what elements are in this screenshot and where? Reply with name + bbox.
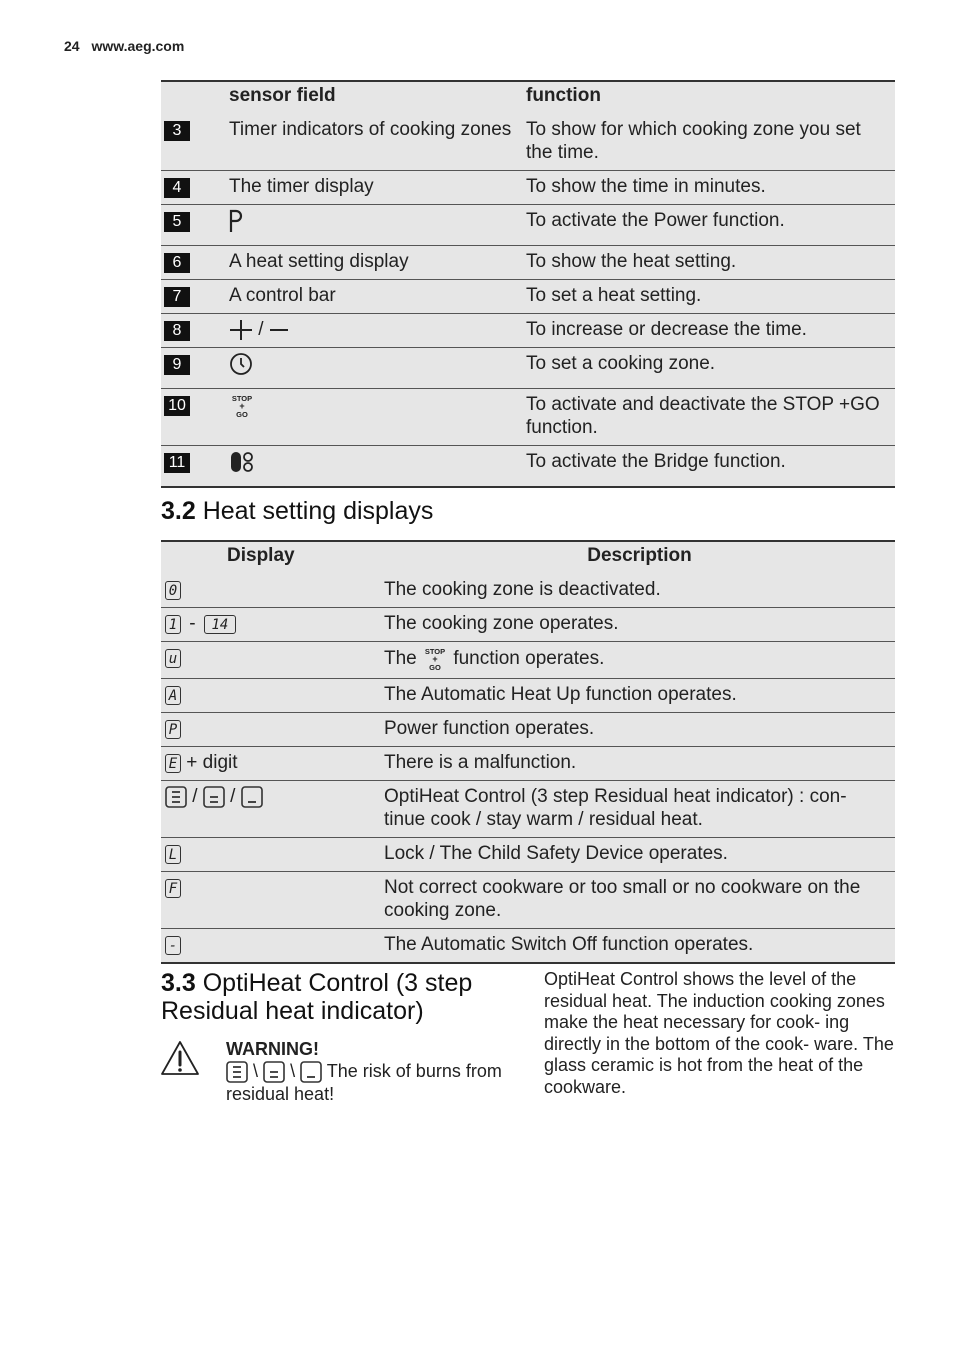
separator: / — [192, 786, 198, 807]
function-cell: To set a cooking zone. — [526, 348, 895, 389]
display-cell — [161, 608, 384, 642]
row-number: 7 — [164, 287, 190, 307]
sensor-cell — [229, 446, 526, 488]
table-header-row — [161, 81, 895, 114]
table-header-row — [161, 541, 895, 574]
function-cell: To show the heat setting. — [526, 246, 895, 280]
display-cell — [161, 929, 384, 964]
stop-go-go-text: GO — [429, 663, 441, 672]
table-row — [161, 246, 895, 280]
table-row — [161, 781, 895, 838]
plus-icon — [229, 319, 253, 341]
warning-body — [226, 1060, 516, 1105]
table-row — [161, 679, 895, 713]
description-cell: The Automatic Heat Up function operates. — [384, 679, 895, 713]
optiheat-description: OptiHeat Control shows the level of the residual heat. The induction cooking zones make the heat necessary for cook- ing directly in the bottom of the cook- ware. The glass ceramic is hot from the heat of the cookware. — [544, 969, 894, 1097]
seg-display-u-icon: u — [165, 649, 181, 668]
stop-go-stop-text: STOP — [231, 394, 253, 403]
row-number: 8 — [164, 321, 190, 341]
sensor-cell — [229, 348, 526, 389]
sensor-field-table — [161, 80, 895, 488]
display-cell — [161, 679, 384, 713]
section-number: 3.3 — [161, 969, 196, 997]
section-heading-3-3 — [161, 969, 511, 1025]
description-cell: There is a malfunction. — [384, 747, 895, 781]
minus-icon — [269, 319, 289, 341]
display-cell — [161, 872, 384, 929]
row-number: 10 — [164, 396, 190, 416]
table-row — [161, 747, 895, 781]
sensor-cell: The timer display — [229, 171, 526, 205]
sensor-cell — [229, 205, 526, 246]
description-cell: The cooking zone operates. — [384, 608, 895, 642]
description-pre: The — [384, 648, 417, 670]
residual-heat-2-icon — [203, 786, 225, 808]
function-cell: To activate and deactivate the STOP +GO function. — [526, 389, 895, 446]
sensor-cell: A heat setting display — [229, 246, 526, 280]
table-row — [161, 608, 895, 642]
table-row — [161, 171, 895, 205]
seg-display-a-icon: A — [165, 686, 181, 705]
section-title: OptiHeat Control (3 step Residual heat indicator) — [161, 969, 473, 1025]
table-row — [161, 280, 895, 314]
function-cell: To activate the Power function. — [526, 205, 895, 246]
sensor-cell — [229, 314, 526, 348]
table-row — [161, 205, 895, 246]
display-cell — [161, 781, 384, 838]
function-cell: To show the time in minutes. — [526, 171, 895, 205]
row-number: 11 — [164, 453, 190, 473]
warning-triangle-icon — [160, 1040, 200, 1076]
seg-display-l-icon: L — [165, 845, 181, 864]
stop-go-icon — [229, 393, 255, 419]
description-cell: Lock / The Child Safety Device operates. — [384, 838, 895, 872]
display-cell — [161, 838, 384, 872]
table-row — [161, 348, 895, 389]
seg-display-minus-icon: - — [165, 936, 181, 955]
row-number: 6 — [164, 253, 190, 273]
description-cell: Not correct cookware or too small or no cookware on the cooking zone. — [384, 872, 895, 929]
stop-go-go-text: GO — [236, 410, 248, 419]
sensor-cell: Timer indicators of cooking zones — [229, 114, 526, 171]
residual-heat-1-icon — [300, 1061, 322, 1083]
column-header-sensor: sensor field — [229, 81, 526, 114]
function-cell: To show for which cooking zone you set the time. — [526, 114, 895, 171]
stop-go-plus-text: + — [239, 401, 245, 411]
section-heading-3-2 — [161, 497, 433, 525]
table-row — [161, 389, 895, 446]
header-spacer — [161, 81, 229, 114]
description-cell: The cooking zone is deactivated. — [384, 574, 895, 608]
backslash-separator: \ — [253, 1061, 259, 1081]
power-p-icon — [229, 209, 243, 233]
table-row — [161, 114, 895, 171]
description-cell: Power function operates. — [384, 713, 895, 747]
residual-heat-2-icon — [263, 1061, 285, 1083]
seg-display-0-icon: 0 — [165, 581, 181, 600]
table-row — [161, 838, 895, 872]
row-number: 9 — [164, 355, 190, 375]
seg-display-f-icon: F — [165, 879, 181, 898]
stop-go-plus-text: + — [432, 654, 438, 664]
description-post: function operates. — [453, 648, 605, 670]
residual-heat-3-icon — [165, 786, 187, 808]
backslash-separator: \ — [290, 1061, 296, 1081]
table-row — [161, 929, 895, 964]
function-cell: To activate the Bridge function. — [526, 446, 895, 488]
table-row — [161, 713, 895, 747]
stop-go-icon — [422, 646, 448, 672]
column-header-display: Display — [161, 541, 384, 574]
display-cell — [161, 713, 384, 747]
seg-display-14-icon: 14 — [204, 615, 236, 634]
page-header — [64, 38, 184, 54]
column-header-description: Description — [384, 541, 895, 574]
function-cell: To set a heat setting. — [526, 280, 895, 314]
page-number: 24 — [64, 38, 80, 54]
range-dash: - — [189, 613, 196, 634]
section-number: 3.2 — [161, 497, 196, 525]
warning-text: The risk of burns from residual heat! — [226, 1061, 502, 1105]
website-url: www.aeg.com — [91, 38, 185, 54]
description-cell: The Automatic Switch Off function operates. — [384, 929, 895, 964]
row-number: 4 — [164, 178, 190, 198]
stop-go-stop-text: STOP — [424, 647, 446, 656]
table-row — [161, 872, 895, 929]
table-row — [161, 446, 895, 488]
row-number: 5 — [164, 212, 190, 232]
heat-setting-table — [161, 540, 895, 964]
seg-display-1-icon: 1 — [165, 615, 181, 634]
timer-icon — [229, 352, 253, 376]
warning-box — [226, 1038, 516, 1105]
display-cell — [161, 642, 384, 679]
sensor-cell — [229, 389, 526, 446]
warning-title: WARNING! — [226, 1039, 319, 1059]
plus-minus-separator: / — [258, 319, 264, 340]
description-cell — [384, 642, 895, 679]
seg-display-p-icon: P — [165, 720, 181, 739]
digit-suffix: + digit — [186, 752, 238, 773]
row-number: 3 — [164, 121, 190, 141]
description-cell: OptiHeat Control (3 step Residual heat indicator) : con- tinue cook / stay warm / residual heat. — [384, 781, 895, 838]
residual-heat-3-icon — [226, 1061, 248, 1083]
table-row — [161, 574, 895, 608]
seg-display-e-icon: E — [165, 754, 181, 773]
separator: / — [230, 786, 236, 807]
bridge-icon — [229, 450, 255, 474]
display-cell — [161, 574, 384, 608]
table-row — [161, 314, 895, 348]
table-row — [161, 642, 895, 679]
column-header-function: function — [526, 81, 895, 114]
residual-heat-1-icon — [241, 786, 263, 808]
section-title: Heat setting displays — [202, 497, 434, 525]
function-cell: To increase or decrease the time. — [526, 314, 895, 348]
display-cell — [161, 747, 384, 781]
sensor-cell: A control bar — [229, 280, 526, 314]
